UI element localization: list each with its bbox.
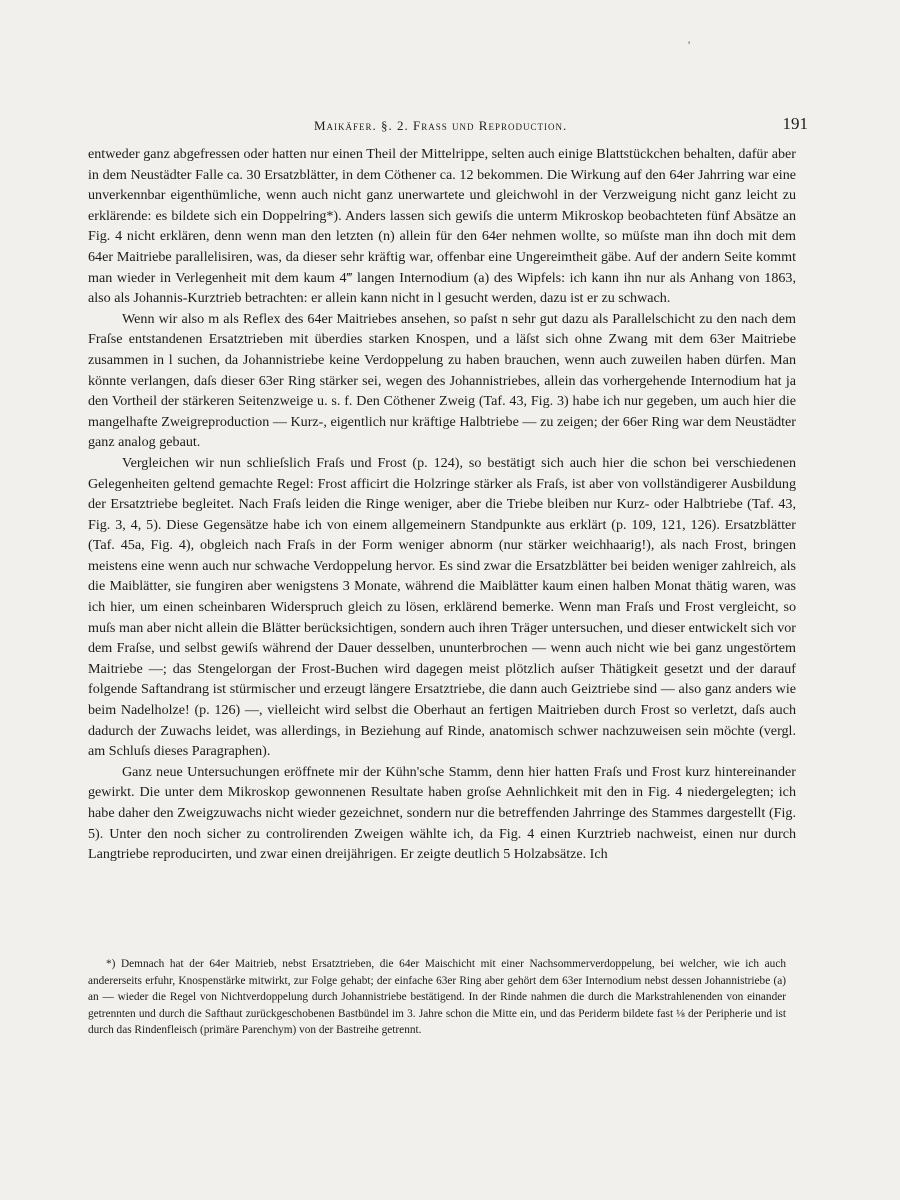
body-text — [88, 144, 796, 865]
running-head: Maikäfer. §. 2. Frass und Reproduction. — [314, 118, 568, 133]
page-number: 191 — [782, 114, 808, 133]
paragraph: entweder ganz abgefressen oder hatten nur einen Theil der Mittelrippe, selten auch einige Blattstückchen behalten, dafür aber in dem Neustädter Falle ca. 30 Ersatzblätter, in dem Cöthener ca. 12 bekommen. Die Wirkung auf den 64er Jahrring war eine unverkennbar eigenthümliche, wenn auch nicht ganz unerwartete und gleichwohl in der Verzweigung nicht ganz leicht zu erklärende: es bildete sich ein Doppelring*). Anders lassen sich gewiſs die unterm Mikroskop beobachteten fünf Absätze an Fig. 4 nicht erklären, denn wenn man den letzten (n) allein für den 64er nehmen wollte, so müſste man ihn doch mit dem 64er Maitriebe parallelisiren, was, da dieser sehr kräftig war, offenbar eine Ungereimtheit gäbe. Auf der andern Seite kommt man wieder in Verlegenheit mit dem kaum 4‴ langen Internodium (a) des Wipfels: ich kann ihn nur als Anhang von 1863, also als Johannis-Kurztrieb betrachten: er allein kann nicht in l gesucht werden, dazu ist er zu schwach. — [88, 146, 796, 307]
paragraph: Ganz neue Untersuchungen eröffnete mir der Kühn'sche Stamm, denn hier hatten Fraſs und Frost kurz hintereinander gewirkt. Die unter dem Mikroskop gewonnenen Resultate haben groſse Aehnlichkeit mit den in Fig. 4 niedergelegten; ich habe daher den Zweigzuwachs nicht wieder gezeichnet, sondern nur die betreffenden Jahrringe des Stammes dargestellt (Fig. 5). Unter den noch sicher zu controlirenden Zweigen wählte ich, da Fig. 4 einen Kurztrieb nachweist, einen nur durch Langtriebe reproducirten, und zwar einen dreijährigen. Er zeigte deutlich 5 Holzabsätze. Ich — [88, 763, 796, 863]
paragraph: Wenn wir also m als Reflex des 64er Maitriebes ansehen, so paſst n sehr gut dazu als Parallelschicht zu den nach dem Fraſse entstandenen Ersatztrieben mit überdies starken Knospen, und a läſst sich ohne Zwang mit dem 63er Maitriebe zusammen in l suchen, da Johannistriebe keine Verdoppelung zu haben brauchen, wenn auch zuweilen haben dürfen. Man könnte verlangen, daſs dieser 63er Ring stärker sei, wegen des Johannistriebes, allein das vorhergehende Internodium hat ja den Vortheil der stärkeren Seitenzweige u. s. f. Den Cöthener Zweig (Taf. 43, Fig. 3) habe ich nur gegeben, um auch hier die mangelhafte Zweigreproduction — Kurz-, eigentlich nur kräftige Halbtriebe — zu zeigen; der 66er Ring war dem Neustädter ganz analog gebaut. — [88, 310, 796, 451]
margin-tick-mark: ' — [688, 38, 691, 52]
page-header — [88, 114, 808, 140]
footnotes — [88, 956, 786, 1039]
footnote: *) Demnach hat der 64er Maitrieb, nebst Ersatztrieben, die 64er Maischicht mit einer Nachsommerverdoppelung, bei welcher, wie ich auch andererseits erfuhr, Knospenstärke mitwirkt, zur Folge gehabt; der einfache 63er Ring aber gehört dem 63er Internodium nebst dessen Johannistriebe (a) an — wieder die Regel von Nichtverdoppelung durch Johannistriebe bestätigend. In der Rinde nahmen die durch die Markstrahlenenden von einander getrennten und durch die Safthaut zurückgeschobenen Bastbündel im 3. Jahre schon die Mitte ein, und das Periderm bildete fast ⅛ der Peripherie und ist durch das Rindenfleisch (primäre Parenchym) von der Bastreihe getrennt. — [88, 958, 786, 1037]
paragraph: Vergleichen wir nun schlieſslich Fraſs und Frost (p. 124), so bestätigt sich auch hier die schon bei verschiedenen Gelegenheiten geltend gemachte Regel: Frost afficirt die Holzringe stärker als Fraſs, ist aber von vollständigerer Ausbildung der Ersatztriebe begleitet. Nach Fraſs leiden die Ringe weniger, aber die Triebe bleiben nur Kurz- oder Halbtriebe (Taf. 43, Fig. 3, 4, 5). Diese Gegensätze habe ich von einem allgemeinern Standpunkte aus erklärt (p. 109, 121, 126). Ersatzblätter (Taf. 45a, Fig. 4), obgleich nach Fraſs in der Form weniger abnorm (nur stärker weichhaarig!), als nach Frost, bringen meistens eine wenn auch nur schwache Verdoppelung hervor. Es sind zwar die Ersatzblätter bei beiden weniger zahlreich, als die Maiblätter, sie fungiren aber wenigstens 3 Monate, während die Maiblätter kaum einen halben Monat thätig waren, was ich hier, um einen scheinbaren Widerspruch gleich zu lösen, erklärend bemerke. Wenn man Fraſs und Frost vergleicht, so muſs man aber nicht allein die Blätter berücksichtigen, sondern auch ihren Träger untersuchen, und dieser entwickelt sich vor dem Fraſse, und selbst gewiſs während der Dauer desselben, ununterbrochen — wenn auch nicht wie bei ganz ungestörtem Maitriebe —; das Stengelorgan der Frost-Buchen wird dagegen meist plötzlich auſser Thätigkeit gesetzt und der darauf folgende Saftandrang ist stürmischer und erzeugt längere Ersatztriebe, die dann auch Geiztriebe sind — also ganz anders wie beim Nadelholze! (p. 126) —, vielleicht wird selbst die Oberhaut an fertigen Maitrieben durch Frost so verletzt, daſs auch dadurch der Zuwachs leidet, was allerdings, in Beziehung auf Rinde, anatomisch schwer nachzuweisen sein möchte (vergl. am Schluſs dieses Paragraphen). — [88, 454, 796, 760]
